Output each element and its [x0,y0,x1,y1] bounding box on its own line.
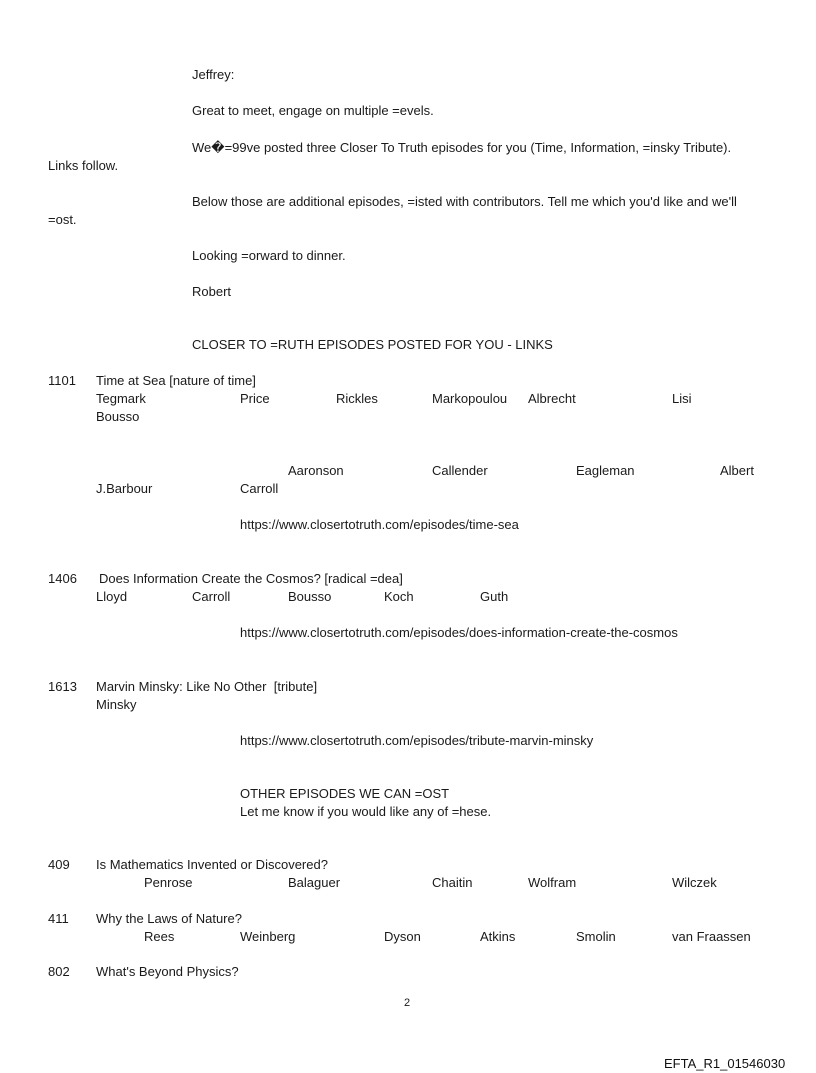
contributor: Dyson [384,929,421,944]
contributor: Wilczek [672,875,717,890]
contributor: Eagleman [576,463,635,478]
contributor: Koch [384,589,414,604]
contributor: Albrecht [528,391,576,406]
contributor: Markopoulou [432,391,508,406]
letter-line-3: Below those are additional episodes, =isted with contributors. Tell me which you'd like and we'll [192,194,737,209]
letter-line-4: Looking =orward to dinner. [192,248,346,263]
contributor: Minsky [96,697,137,712]
episode-link[interactable]: https://www.closertotruth.com/episodes/time-sea [240,517,519,532]
contributor: Carroll [240,481,279,496]
episode-number: 1406 [48,571,77,586]
contributor: van Fraassen [672,929,751,944]
contributor: Weinberg [240,929,296,944]
contributor: Rees [144,929,175,944]
episode-number: 1101 [48,373,76,388]
contributor: Aaronson [288,463,344,478]
bates-id: EFTA_R1_01546030 [664,1056,786,1071]
episode-number: 1613 [48,679,77,694]
contributor: Carroll [192,589,231,604]
contributor: Penrose [144,875,193,890]
contributor: Bousso [288,589,332,604]
letter-line-1: Great to meet, engage on multiple =evels. [192,103,434,118]
signature: Robert [192,284,232,299]
contributor: Balaguer [288,875,341,890]
episode-title: Is Mathematics Invented or Discovered? [96,857,328,872]
contributor: Tegmark [96,391,146,406]
contributor: J.Barbour [96,481,153,496]
other-subheading: Let me know if you would like any of =hese. [240,804,492,819]
letter-line-2-cont: Links follow. [48,158,119,173]
contributor: Bousso [96,409,140,424]
episode-number: 409 [48,857,70,872]
letter-line-3-cont: =ost. [48,212,77,227]
contributor: Lloyd [96,589,128,604]
contributor: Atkins [480,929,516,944]
episode-title: Time at Sea [nature of time] [96,373,256,388]
contributor: Price [240,391,270,406]
episode-title: Does Information Create the Cosmos? [radical =dea] [99,571,403,586]
contributor: Chaitin [432,875,473,890]
greeting: Jeffrey: [192,67,235,82]
episode-title: Marvin Minsky: Like No Other [tribute] [96,679,318,694]
episode-title: Why the Laws of Nature? [96,911,242,926]
posted-heading: CLOSER TO =RUTH EPISODES POSTED FOR YOU - LINKS [192,337,553,352]
contributor: Smolin [576,929,616,944]
episode-link[interactable]: https://www.closertotruth.com/episodes/tribute-marvin-minsky [240,733,594,748]
other-heading: OTHER EPISODES WE CAN =OST [240,786,450,801]
contributor: Albert [720,463,754,478]
episode-title: What's Beyond Physics? [96,964,239,979]
page-number: 2 [404,997,411,1009]
episode-link[interactable]: https://www.closertotruth.com/episodes/does-information-create-the-cosmos [240,625,678,640]
contributor: Wolfram [528,875,577,890]
contributor: Guth [480,589,509,604]
episode-number: 802 [48,964,70,979]
contributor: Callender [432,463,488,478]
letter-line-2: We�=99ve posted three Closer To Truth episodes for you (Time, Information, =insky Tribute). [192,140,732,155]
contributor: Lisi [672,391,692,406]
episode-number: 411 [48,911,69,926]
contributor: Rickles [336,391,378,406]
